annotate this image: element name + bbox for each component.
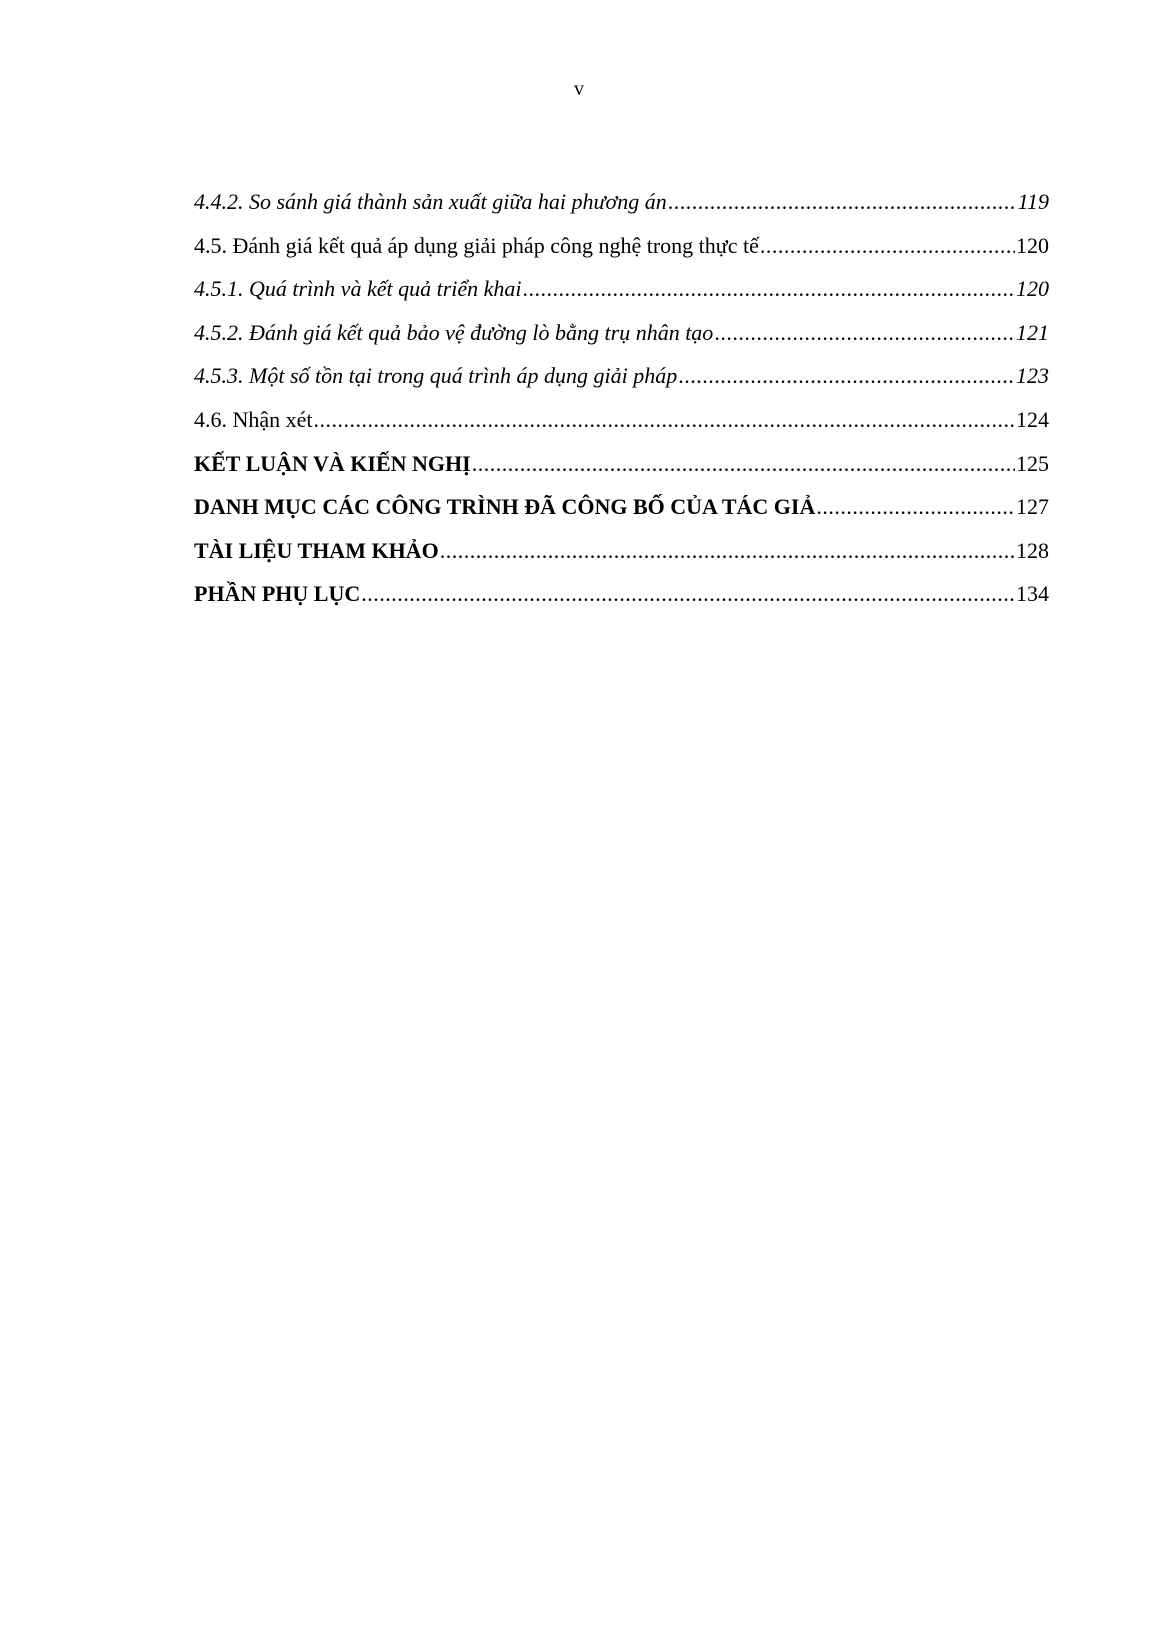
toc-entry[interactable] — [194, 187, 1049, 231]
toc-entry-page: 127 — [1016, 494, 1049, 520]
toc-entry-title: 4.5.1. Quá trình và kết quả triển khai — [194, 276, 522, 302]
table-of-contents — [194, 187, 1049, 623]
toc-entry-page: 125 — [1016, 450, 1049, 476]
page-number: v — [574, 78, 584, 100]
toc-dot-leader — [816, 492, 1015, 522]
toc-dot-leader — [760, 231, 1015, 261]
toc-dot-leader — [668, 187, 1017, 217]
toc-dot-leader — [472, 449, 1015, 479]
toc-dot-leader — [440, 536, 1015, 566]
toc-entry-page: 120 — [1016, 276, 1049, 302]
toc-dot-leader — [523, 274, 1015, 304]
toc-entry[interactable] — [194, 405, 1049, 449]
toc-dot-leader — [361, 579, 1015, 609]
toc-entry-page: 121 — [1016, 319, 1049, 345]
toc-entry-title: DANH MỤC CÁC CÔNG TRÌNH ĐÃ CÔNG BỐ CỦA TÁC GIẢ — [194, 494, 816, 520]
toc-entry[interactable] — [194, 318, 1049, 362]
toc-entry[interactable] — [194, 231, 1049, 275]
toc-entry-page: 124 — [1016, 406, 1049, 432]
toc-entry[interactable] — [194, 361, 1049, 405]
toc-dot-leader — [314, 405, 1015, 435]
toc-entry[interactable] — [194, 492, 1049, 536]
toc-entry-page: 123 — [1016, 363, 1049, 389]
toc-entry-title: 4.5.2. Đánh giá kết quả bảo vệ đường lò bằng trụ nhân tạo — [194, 319, 714, 345]
toc-entry-title: 4.5. Đánh giá kết quả áp dụng giải pháp công nghệ trong thực tế — [194, 232, 759, 258]
toc-entry-title: KẾT LUẬN VÀ KIẾN NGHỊ — [194, 450, 471, 476]
toc-entry-title: 4.6. Nhận xét — [194, 406, 313, 432]
toc-entry-title: 4.5.3. Một số tồn tại trong quá trình áp dụng giải pháp — [194, 363, 678, 389]
toc-entry[interactable] — [194, 536, 1049, 580]
toc-entry-title: 4.4.2. So sánh giá thành sản xuất giữa hai phương án — [194, 189, 667, 214]
toc-dot-leader — [678, 361, 1015, 391]
toc-entry-title: PHẦN PHỤ LỤC — [194, 581, 361, 607]
toc-entry[interactable] — [194, 579, 1049, 623]
toc-dot-leader — [714, 318, 1015, 348]
toc-entry[interactable] — [194, 274, 1049, 318]
toc-entry-page: 119 — [1017, 189, 1049, 214]
toc-entry-page: 128 — [1016, 537, 1049, 563]
toc-entry-page: 120 — [1016, 232, 1049, 258]
toc-entry[interactable] — [194, 449, 1049, 493]
toc-entry-title: TÀI LIỆU THAM KHẢO — [194, 537, 439, 563]
toc-entry-page: 134 — [1016, 581, 1049, 607]
